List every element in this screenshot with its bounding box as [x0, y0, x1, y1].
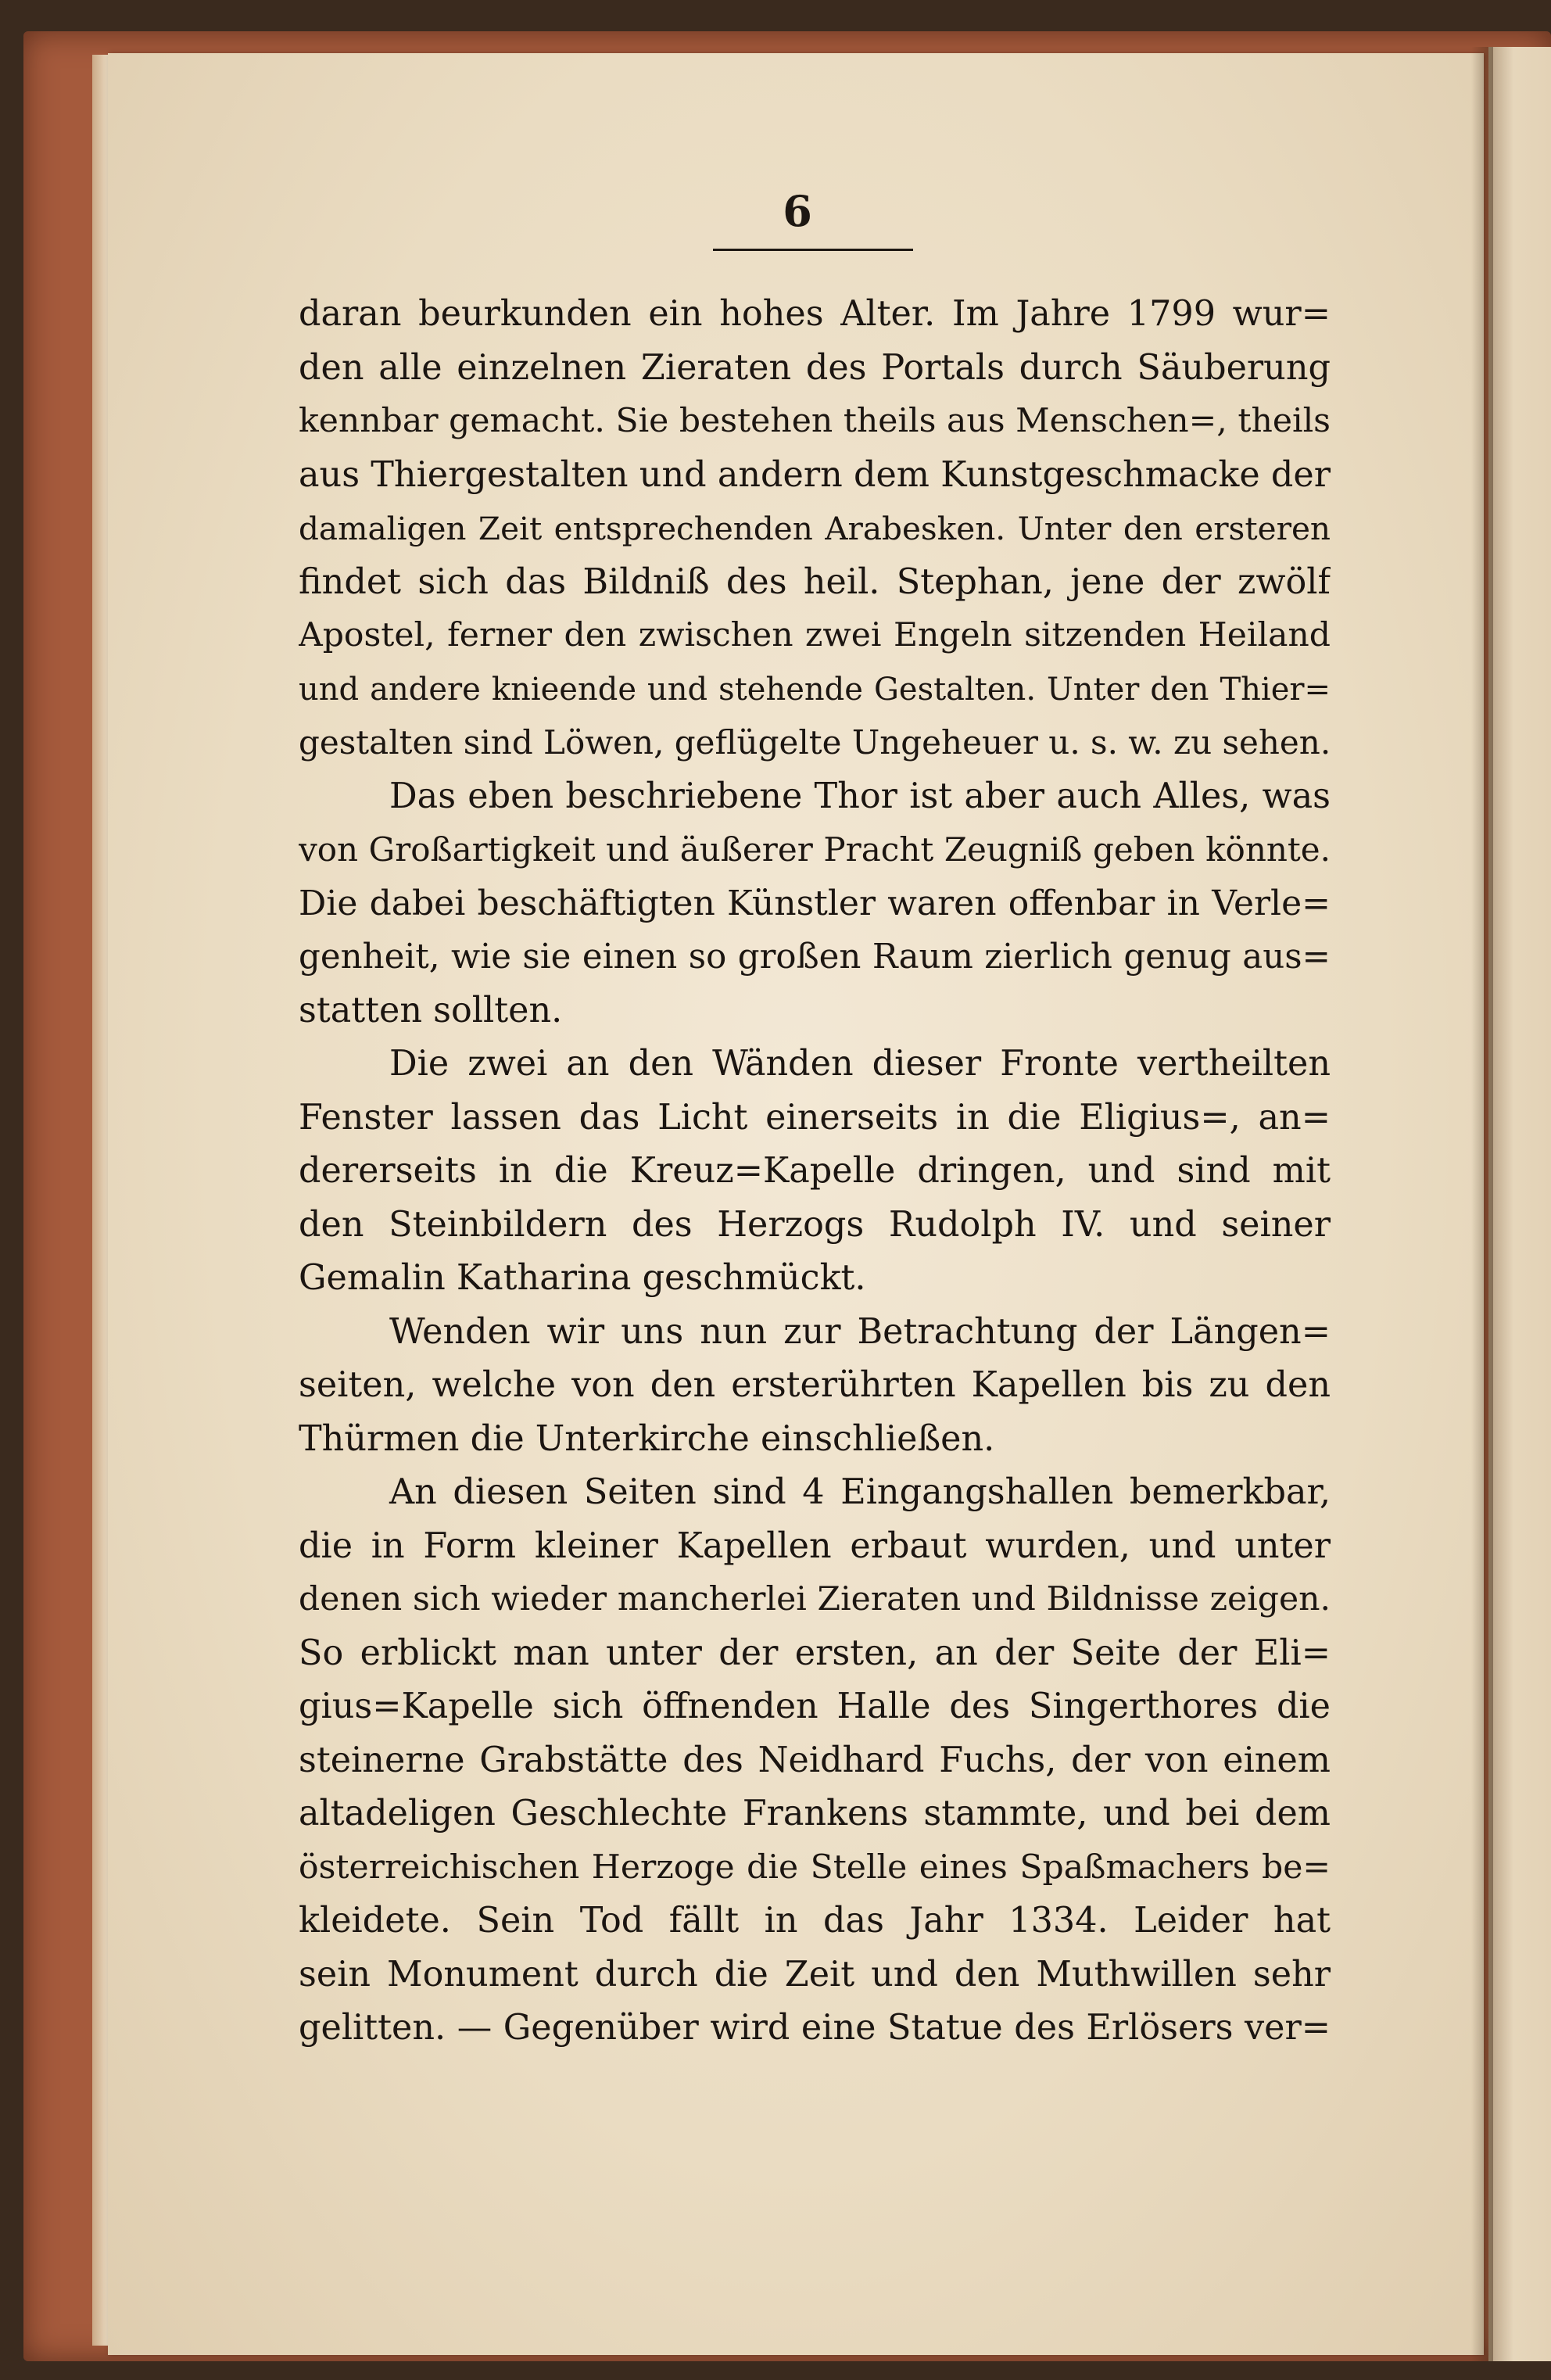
- text-line: den alle einzelnen Zieraten des Portals durch Säuberung: [299, 347, 1331, 388]
- text-line: daran beurkunden ein hohes Alter. Im Jahre 1799 wur=: [299, 294, 1331, 334]
- text-line: seiten, welche von den ersterührten Kapellen bis zu den: [299, 1365, 1331, 1405]
- text-line: den Steinbildern des Herzogs Rudolph IV. und seiner: [299, 1204, 1331, 1245]
- text-line: kennbar gemacht. Sie bestehen theils aus Menschen=, theils: [299, 402, 1331, 440]
- text-line: damaligen Zeit entsprechenden Arabesken. Unter den ersteren: [299, 510, 1331, 547]
- text-line: österreichischen Herzoge die Stelle eines Spaßmachers be=: [299, 1848, 1331, 1887]
- text-line: steinerne Grabstätte des Neidhard Fuchs, der von einem: [299, 1740, 1331, 1780]
- text-line: sein Monument durch die Zeit und den Muthwillen sehr: [299, 1954, 1331, 1995]
- text-line: Die dabei beschäftigten Künstler waren offenbar in Verle=: [299, 883, 1331, 923]
- text-line: Apostel, ferner den zwischen zwei Engeln sitzenden Heiland: [299, 616, 1331, 654]
- text-line: gelitten. — Gegenüber wird eine Statue des Erlösers ver=: [299, 2008, 1331, 2048]
- text-line: denen sich wieder mancherlei Zieraten und Bildnisse zeigen.: [299, 1580, 1331, 1618]
- text-line: Die zwei an den Wänden dieser Fronte vertheilten: [389, 1044, 1331, 1084]
- page-number: 6: [783, 186, 812, 236]
- text-line: An diesen Seiten sind 4 Eingangshallen bemerkbar,: [389, 1472, 1331, 1512]
- text-line: gestalten sind Löwen, geflügelte Ungeheuer u. s. w. zu sehen.: [299, 723, 1331, 762]
- text-line: und andere knieende und stehende Gestalten. Unter den Thier=: [299, 671, 1331, 708]
- body-text: [299, 288, 1331, 2056]
- gutter-shadow: [1471, 47, 1493, 2361]
- text-line: Gemalin Katharina geschmückt.: [299, 1258, 866, 1298]
- text-line: Fenster lassen das Licht einerseits in die Eligius=, an=: [299, 1097, 1331, 1138]
- text-line: findet sich das Bildniß des heil. Stephan, jene der zwölf: [299, 561, 1331, 602]
- text-line: Das eben beschriebene Thor ist aber auch Alles, was: [389, 776, 1331, 816]
- text-line: statten sollten.: [299, 990, 563, 1030]
- text-line: altadeligen Geschlechte Frankens stammte, und bei dem: [299, 1794, 1331, 1833]
- text-line: dererseits in die Kreuz=Kapelle dringen, und sind mit: [299, 1151, 1331, 1191]
- text-line: Thürmen die Unterkirche einschließen.: [299, 1418, 995, 1459]
- text-line: die in Form kleiner Kapellen erbaut wurden, und unter: [299, 1525, 1331, 1566]
- text-line: genheit, wie sie einen so großen Raum zierlich genug aus=: [299, 937, 1331, 977]
- text-line: aus Thiergestalten und andern dem Kunstgeschmacke der: [299, 454, 1331, 495]
- page-number-rule: [713, 249, 913, 251]
- text-line: kleidete. Sein Tod fällt in das Jahr 1334. Leider hat: [299, 1901, 1331, 1941]
- text-line: Wenden wir uns nun zur Betrachtung der Längen=: [389, 1311, 1331, 1352]
- text-line: gius=Kapelle sich öffnenden Halle des Singerthores die: [299, 1686, 1331, 1726]
- binding-edge: [92, 55, 108, 2346]
- text-line: So erblickt man unter der ersten, an der Seite der Eli=: [299, 1633, 1331, 1673]
- text-line: von Großartigkeit und äußerer Pracht Zeugniß geben könnte.: [299, 830, 1331, 869]
- next-page-edge: [1488, 47, 1551, 2361]
